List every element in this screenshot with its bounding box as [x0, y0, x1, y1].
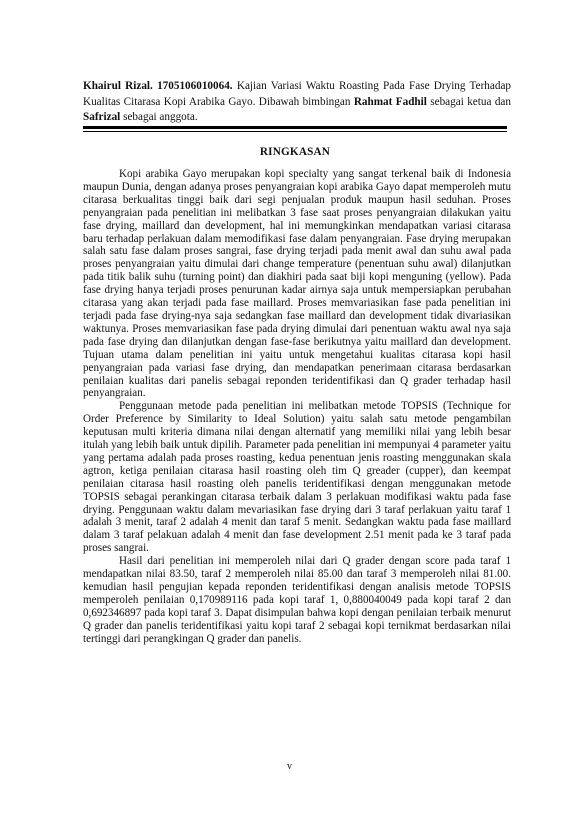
summary-paragraph-2: Penggunaan metode pada penelitian ini melibatkan metode TOPSIS (Technique for Order Preference by Similarity to Ideal Solution) yaitu salah satu metode pengambilan keputusan multi kriteria dimana nilai dengan alternatif yang memiliki nilai yang lebih besar itulah yang lebih baik untuk dipilih. Parameter pada penelitian ini mempunyai 4 parameter yaitu yang pertama adalah pada proses roasting, kedua penentuan jenis roasting menggunakan skala agtron, ketiga penilaian citarasa hasil roasting oleh tim Q greader (cupper), dan keempat penilaian citarasa hasil roasting oleh panelis teridentifikasi dengan menggunakan metode TOPSIS sebagai perankingan citarasa terbaik dalam 3 perlakuan modifikasi waktu pada fase drying. Penggunaan waktu dalam mevariasikan fase drying dari 3 taraf perlakuan yaitu taraf 1 adalah 3 menit, taraf 2 adalah 4 menit dan taraf 5 menit. Sedangkan waktu pada fase maillard dalam 3 taraf pelakuan adalah 4 menit dan fase development 2.51 menit pada ke 3 taraf pada proses sangrai.: [83, 400, 511, 555]
summary-paragraph-3: Hasil dari penelitian ini memperoleh nilai dari Q grader dengan score pada taraf 1 mendapatkan nilai 83.50, taraf 2 memperoleh nilai 85.00 dan taraf 3 memperoleh nilai 81.00. kemudian hasil pengujian kepada reponden teridentifikasi dengan analisis metode TOPSIS memperoleh penilaian 0,170989116 pada kopi taraf 1, 0,880040049 pada kopi taraf 2 dan 0,692346897 pada kopi taraf 3. Dapat disimpulan bahwa kopi dengan penilaian terbaik menurut Q grader dan panelis teridentifikasi yaitu kopi taraf 2 sebagai kopi ternikmat berdasarkan nilai tertinggi dari perangkingan Q grader dan panelis.: [83, 555, 511, 645]
section-title: RINGKASAN: [259, 146, 331, 158]
summary-body: [83, 168, 511, 646]
supervisor-chair-name: Rahmat Fadhil: [353, 95, 427, 108]
supervisor-member-role: sebagai anggota.: [123, 111, 198, 123]
summary-paragraph-1: Kopi arabika Gayo merupakan kopi specialty yang sangat terkenal baik di Indonesia maupun Dunia, dengan adanya proses penyangraian kopi arabika Gayo dapat memperoleh mutu citarasa berkualitas tinggi baik dari segi penjualan produk maupun hasil seduhan. Proses penyangraian pada penelitian ini melibatkan 3 fase saat proses penyangraian dilakukan yaitu fase drying, maillard dan development, hal ini memungkinkan mendapatkan variasi citarasa baru terhadap perlakuan dalam memodifikasi fase dalam penyangraian. Fase drying merupakan salah satu fase dalam proses sangrai, fase drying terjadi pada menit awal dan suhu awal pada proses penyangraian yaitu dimulai dari change temperature (penentuan suhu awal) dilanjutkan pada titik balik suhu (turning point) dan diakhiri pada saat biji kopi menguning (yellow). Pada fase drying hanya terjadi proses penurunan kadar airnya saja untuk mempersiapkan perubahan citarasa yang akan terjadi pada fase maillard. Proses memvariasikan fase pada penelitian ini terjadi pada fase drying-nya saja sedangkan fase maillard dan development tidak divariasikan waktunya. Proses memvariasikan fase pada drying dimulai dari penentuan waktu awal nya saja pada fase drying dan dilanjutkan dengan fase-fase berikutnya yaitu maillard dan development. Tujuan utama dalam penelitian ini yaitu untuk mengetahui kualitas citarasa kopi hasil penyangraian pada variasi fase drying, dan mendapatkan penerimaan citarasa berdasarkan penilaian kualitas dari panelis sebagai reponden teridentifikasi dan Q grader terhadap hasil penyangraian.: [83, 168, 511, 400]
page-number: v: [287, 761, 292, 772]
supervisor-chair-role: sebagai ketua dan: [430, 95, 511, 108]
supervised-by-text: Dibawah bimbingan: [258, 95, 351, 108]
header-divider-thin: [83, 131, 507, 132]
header-divider-thick: [83, 126, 507, 129]
thesis-title: Kajian Variasi Waktu Roasting Pada Fase Drying Terhadap Kualitas Citarasa Kopi Arabika Gayo.: [83, 80, 512, 108]
supervisor-member-name: Safrizal: [83, 111, 121, 123]
author-id: Khairul Rizal. 1705106010064.: [83, 80, 233, 92]
citation-header: [83, 79, 511, 126]
